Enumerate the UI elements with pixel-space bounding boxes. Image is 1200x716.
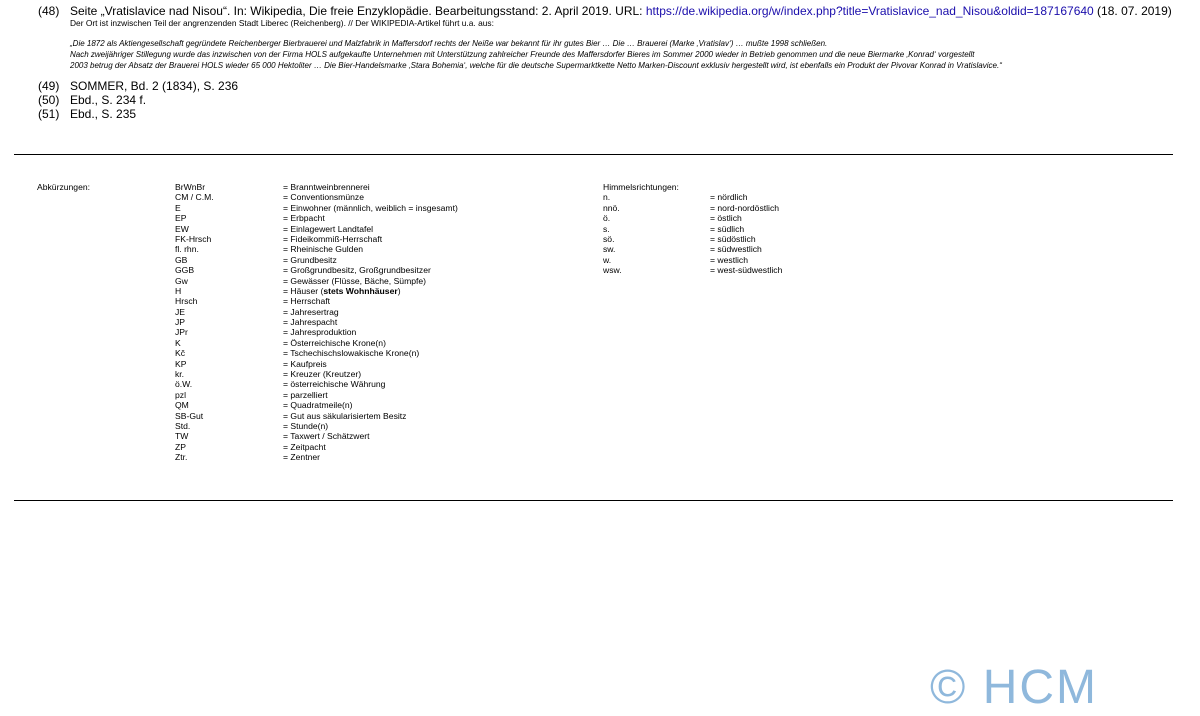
abbreviation-value-text: = Häuser ( <box>283 285 324 296</box>
abbreviation-key: Std. <box>175 420 191 431</box>
abbreviation-row <box>175 296 555 306</box>
abbreviation-row <box>175 244 555 254</box>
abbreviations-list <box>175 182 555 463</box>
abbreviation-key: pzl <box>175 389 186 400</box>
direction-value: = südlich <box>710 223 745 234</box>
abbreviation-key: GGB <box>175 265 195 276</box>
abbreviation-emphasis: stets Wohnhäuser <box>323 285 398 296</box>
abbreviation-value: = Rheinische Gulden <box>283 244 364 255</box>
abbreviation-value: = Zeitpacht <box>283 441 326 452</box>
abbreviation-value: = Conventionsmünze <box>283 192 364 203</box>
directions-title: Himmelsrichtungen: <box>603 182 679 192</box>
abbreviation-key: JE <box>175 306 186 317</box>
abbreviation-row <box>175 192 555 202</box>
abbreviation-row <box>175 400 555 410</box>
direction-row <box>603 234 903 244</box>
footnote-text: SOMMER, Bd. 2 (1834), S. 236 <box>70 79 239 93</box>
abbreviation-key: EP <box>175 213 187 224</box>
direction-row <box>603 255 903 265</box>
abbreviation-value: = österreichische Währung <box>283 379 386 390</box>
abbreviations-label: Abkürzungen: <box>37 182 91 192</box>
abbreviation-row <box>175 203 555 213</box>
direction-row <box>603 224 903 234</box>
direction-value: = nord-nordöstlich <box>710 202 780 213</box>
abbreviation-row <box>175 421 555 431</box>
abbreviation-value <box>283 286 401 296</box>
abbreviation-row <box>175 431 555 441</box>
abbreviation-key: SB-Gut <box>175 410 204 421</box>
direction-key: sö. <box>603 233 615 244</box>
direction-row <box>603 192 903 202</box>
abbreviation-key: ZP <box>175 441 186 452</box>
abbreviation-row <box>175 265 555 275</box>
direction-key: n. <box>603 192 611 203</box>
abbreviation-value: = Österreichische Krone(n) <box>283 337 386 348</box>
abbreviation-key: KP <box>175 358 187 369</box>
abbreviation-value: = Quadratmeile(n) <box>283 400 353 411</box>
abbreviation-key: kr. <box>175 369 185 380</box>
abbreviation-value: = Grundbesitz <box>283 254 337 265</box>
quote-line-3: 2003 betrug der Absatz der Brauerei HOLS wieder 65 000 Hektoliter … Die Bier-Handelsmarke ‚Stara Bohemia‘, welche für die deutsche Supermarktkette Netto Marken-Discount exklusiv hergestellt wird, ist ebenfalls ein Produkt der Pivovar Konrad in Vratislavice.“ <box>70 60 1002 70</box>
copyright-watermark: © HCM <box>930 661 1099 714</box>
direction-value: = südwestlich <box>710 244 762 255</box>
direction-row <box>603 244 903 254</box>
abbreviation-value: = Zentner <box>283 452 321 463</box>
abbreviation-value: = parzelliert <box>283 389 328 400</box>
abbreviation-value: = Fideikommiß-Herrschaft <box>283 233 383 244</box>
directions-list <box>603 182 903 276</box>
abbreviation-row <box>175 182 555 192</box>
direction-row <box>603 203 903 213</box>
abbreviation-key: E <box>175 202 181 213</box>
abbreviation-key: QM <box>175 400 189 411</box>
abbreviation-value: = Taxwert / Schätzwert <box>283 431 370 442</box>
abbreviation-key: Gw <box>175 275 188 286</box>
abbreviation-value: = Einwohner (männlich, weiblich = insgesamt) <box>283 202 458 213</box>
abbreviation-row <box>175 338 555 348</box>
abbreviation-key: K <box>175 337 181 348</box>
abbreviation-row <box>175 359 555 369</box>
abbreviation-row <box>175 442 555 452</box>
direction-row <box>603 265 903 275</box>
abbreviation-value: = Kaufpreis <box>283 358 327 369</box>
footnote-number: (49) <box>38 79 60 93</box>
abbreviation-value: = Herrschaft <box>283 296 331 307</box>
abbreviation-value: = Gewässer (Flüsse, Bäche, Sümpfe) <box>283 275 427 286</box>
footnote-number: (50) <box>38 93 60 107</box>
abbreviation-row <box>175 307 555 317</box>
footnote-text: Ebd., S. 234 f. <box>70 93 147 107</box>
abbreviation-row <box>175 234 555 244</box>
footnote-note: Der Ort ist inzwischen Teil der angrenzenden Stadt Liberec (Reichenberg). // Der WIKIPEDIA-Artikel führt u.a. aus: <box>70 18 494 28</box>
direction-value: = südöstlich <box>710 233 756 244</box>
abbreviation-value-text: ) <box>397 285 401 296</box>
abbreviation-key: JPr <box>175 327 188 338</box>
abbreviation-value: = Stunde(n) <box>283 420 329 431</box>
abbreviation-row <box>175 317 555 327</box>
abbreviation-value: = Kreuzer (Kreutzer) <box>283 369 362 380</box>
abbreviation-row <box>175 286 555 296</box>
abbreviation-key: Kč <box>175 348 186 359</box>
abbreviation-key: CM / C.M. <box>175 192 214 203</box>
abbreviation-key: ö.W. <box>175 379 193 390</box>
direction-key: w. <box>603 254 612 265</box>
abbreviation-row <box>175 327 555 337</box>
abbreviation-row <box>175 379 555 389</box>
divider-bottom <box>14 500 1173 501</box>
abbreviation-key: JP <box>175 317 186 328</box>
abbreviation-row <box>175 255 555 265</box>
direction-value: = westlich <box>710 254 748 265</box>
abbreviation-key: TW <box>175 431 189 442</box>
abbreviation-value: = Erbpacht <box>283 213 325 224</box>
abbreviation-key: EW <box>175 223 189 234</box>
abbreviation-value: = Großgrundbesitz, Großgrundbesitzer <box>283 265 431 276</box>
direction-key: wsw. <box>603 265 622 276</box>
abbreviation-key: Hrsch <box>175 296 198 307</box>
abbreviation-row <box>175 224 555 234</box>
abbreviation-value: = Gut aus säkularisiertem Besitz <box>283 410 407 421</box>
abbreviation-row <box>175 452 555 462</box>
abbreviation-value: = Jahresertrag <box>283 306 339 317</box>
abbreviation-key: BrWnBr <box>175 182 206 192</box>
direction-value: = nördlich <box>710 192 748 203</box>
abbreviation-row <box>175 276 555 286</box>
abbreviation-row <box>175 369 555 379</box>
abbreviation-row <box>175 411 555 421</box>
abbreviation-value: = Tschechischslowakische Krone(n) <box>283 348 420 359</box>
quote-line-2: Nach zweijähriger Stillegung wurde das inzwischen von der Firma HOLS aufgekaufte Unternehmen mit Unterstützung zahlreicher Freunde des Maffersdorfer Bieres im Sommer 2000 wieder in Betrieb genommen und die neue Biermarke ‚Konrad‘ vorgestellt <box>70 50 975 59</box>
abbreviation-row <box>175 213 555 223</box>
abbreviation-value: = Branntweinbrennerei <box>283 182 370 192</box>
footnote-access-date: (18. 07. 2019) <box>1093 4 1172 18</box>
abbreviation-value: = Jahresproduktion <box>283 327 357 338</box>
abbreviation-key: GB <box>175 254 188 265</box>
abbreviation-key: fl. rhn. <box>175 244 199 255</box>
direction-key: sw. <box>603 244 616 255</box>
footnote-text: Seite „Vratislavice nad Nisou“. In: Wikipedia, Die freie Enzyklopädie. Bearbeitungsstand: 2. April 2019. URL: <box>70 4 646 18</box>
abbreviation-row <box>175 390 555 400</box>
footnote-number: (51) <box>38 107 60 121</box>
footnote-number: (48) <box>38 4 60 18</box>
direction-key: nnö. <box>603 202 620 213</box>
direction-value: = östlich <box>710 213 742 224</box>
abbreviation-key: H <box>175 285 182 296</box>
footnote-text: Ebd., S. 235 <box>70 107 137 121</box>
abbreviation-key: FK-Hrsch <box>175 233 212 244</box>
abbreviation-key: Ztr. <box>175 452 188 463</box>
direction-key: ö. <box>603 213 611 224</box>
direction-row <box>603 213 903 223</box>
abbreviation-row <box>175 348 555 358</box>
direction-key: s. <box>603 223 610 234</box>
divider-top <box>14 154 1173 155</box>
direction-value: = west-südwestlich <box>710 265 783 276</box>
wikipedia-link[interactable]: https://de.wikipedia.org/w/index.php?title=Vratislavice_nad_Nisou&oldid=187167640 <box>645 4 1094 18</box>
abbreviation-value: = Jahrespacht <box>283 317 338 328</box>
quote-line-1: „Die 1872 als Aktiengesellschaft gegründete Reichenberger Bierbrauerei und Malzfabrik in Maffersdorf rechts der Neiße war bekannt für ihr gutes Bier … Die … Brauerei (Marke ‚Vratislav‘) … mußte 1998 schließen. <box>70 39 828 48</box>
abbreviation-value: = Einlagewert Landtafel <box>283 223 374 234</box>
